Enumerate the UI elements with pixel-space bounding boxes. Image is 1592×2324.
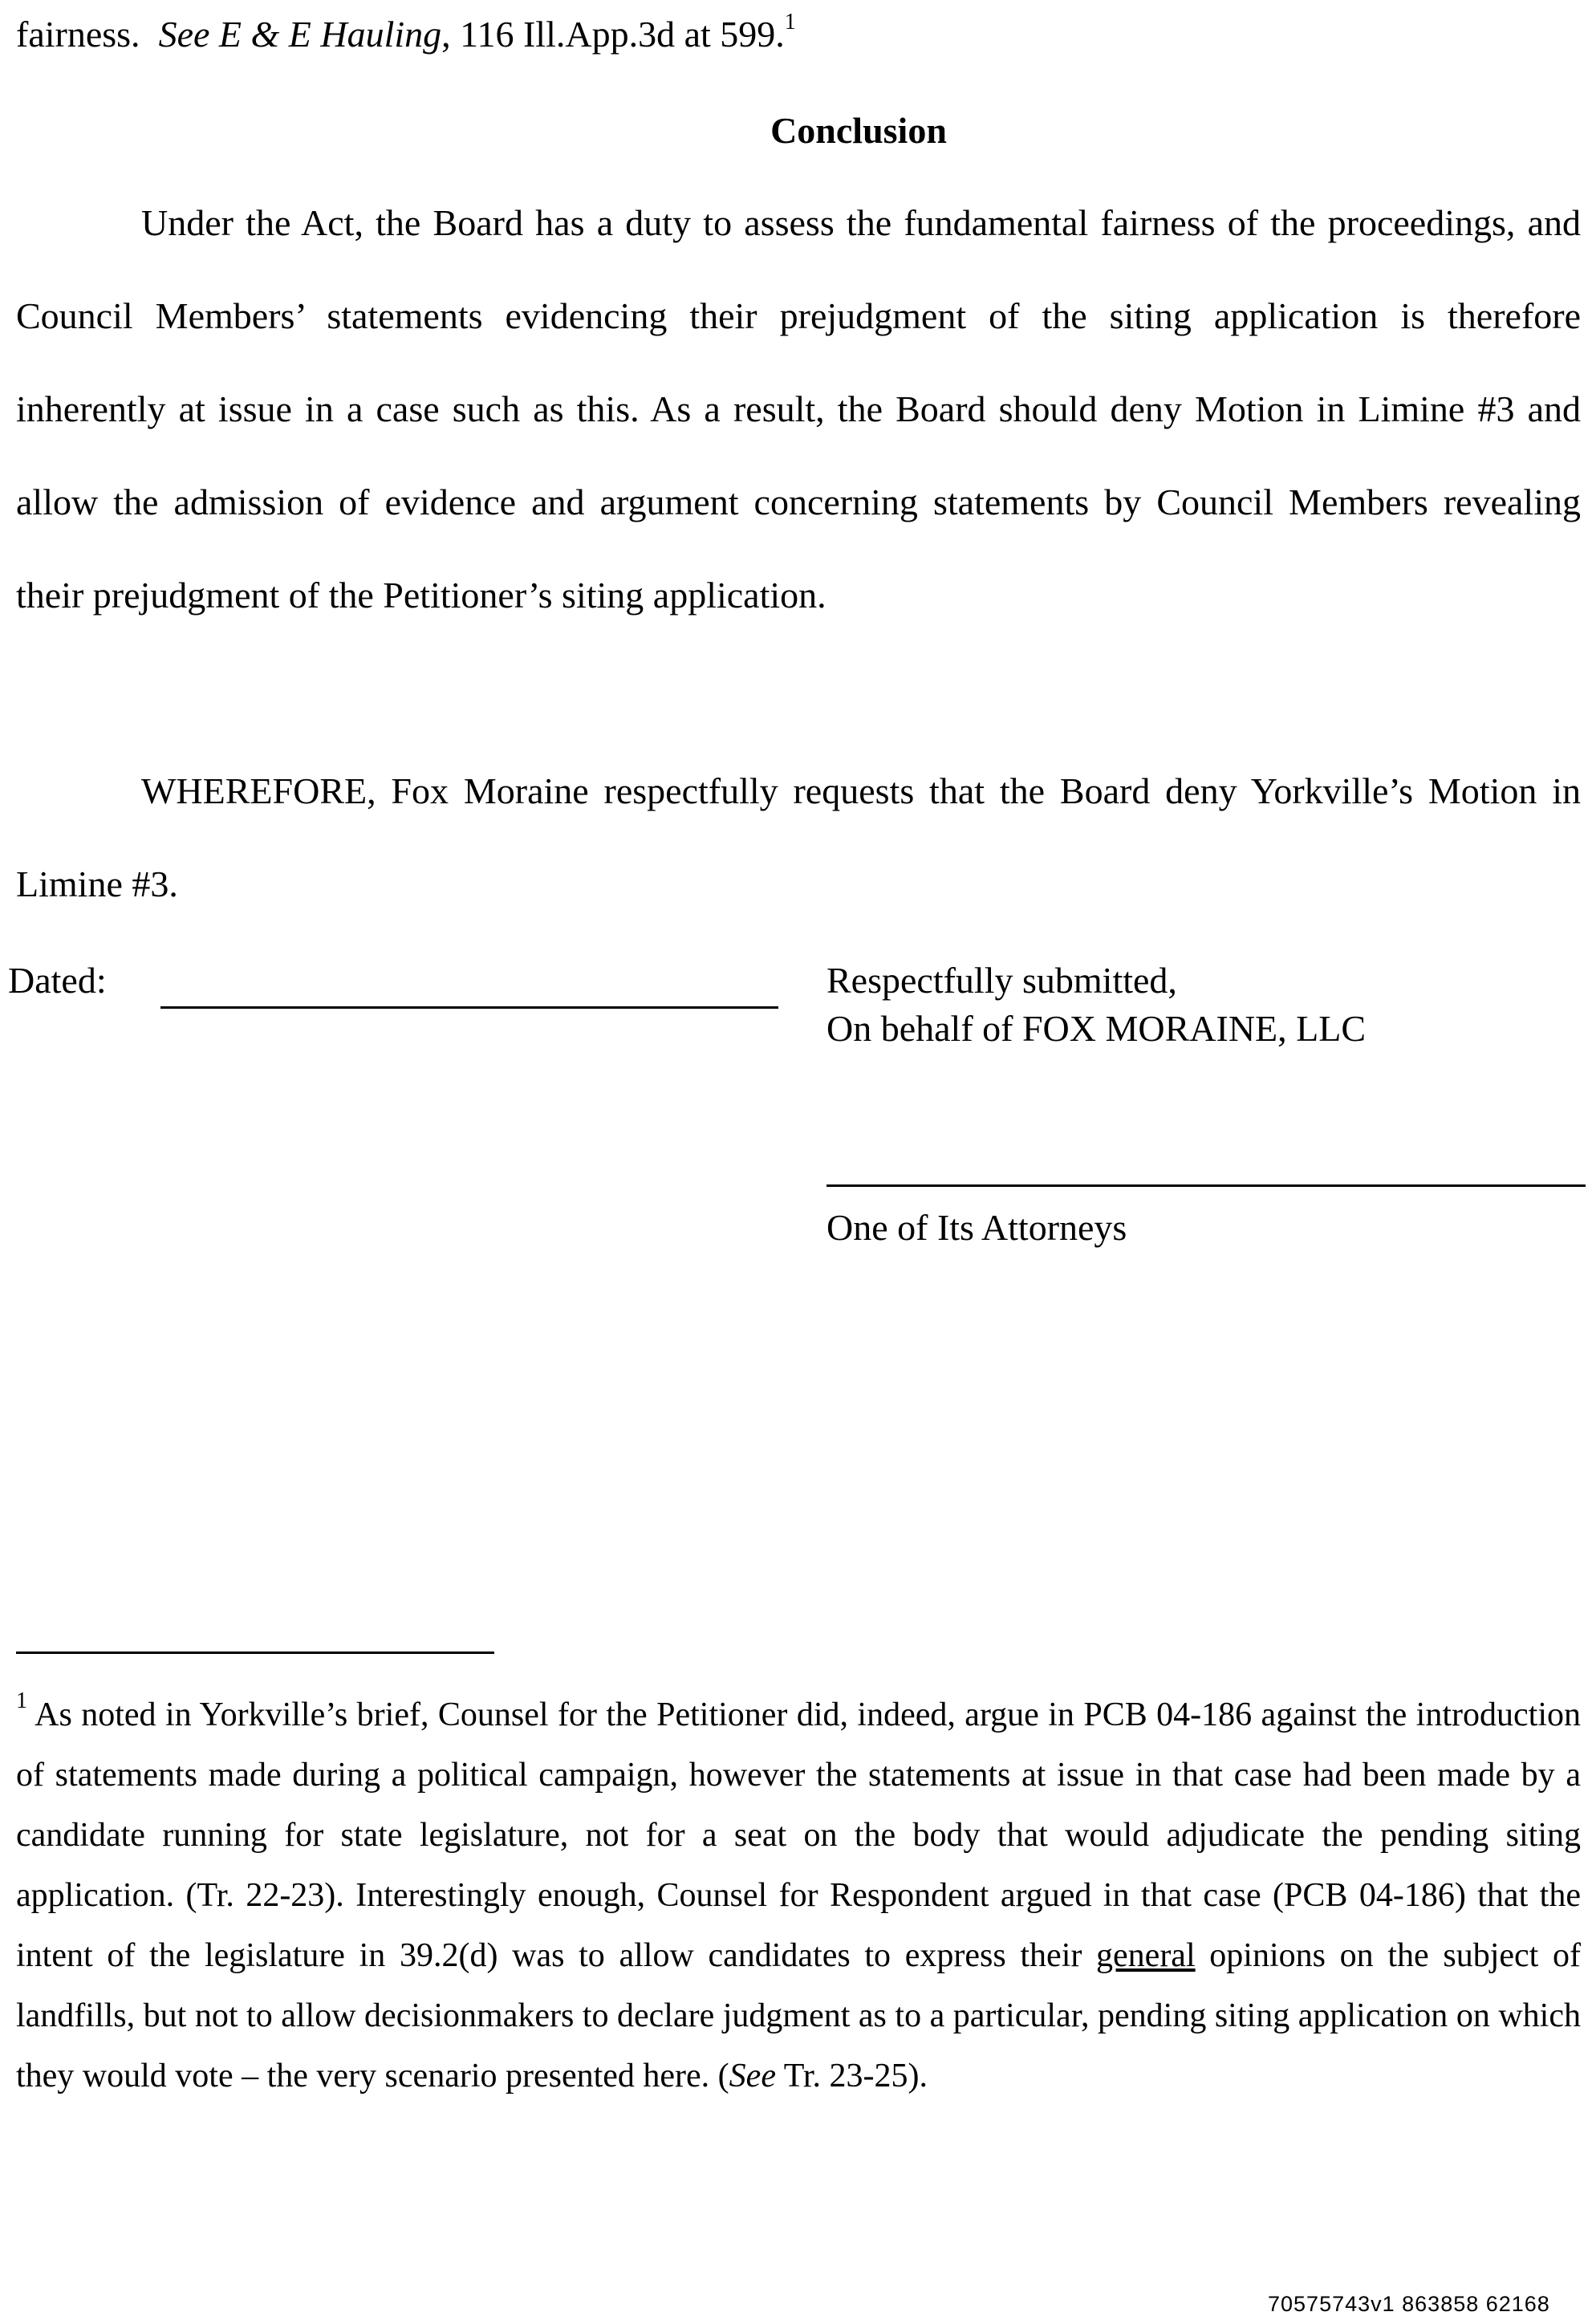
lead-citation: , 116 Ill.App.3d at 599. bbox=[441, 14, 785, 55]
lead-sentence bbox=[16, 0, 1581, 69]
dated-label: Dated: bbox=[8, 960, 107, 1001]
conclusion-heading: Conclusion bbox=[770, 110, 947, 151]
footnote-see: See bbox=[729, 2058, 776, 2094]
footnote-text-1: As noted in Yorkville’s brief, Counsel for the Petitioner did, indeed, argue in PCB 04-186 against the introduction of statements made during a political campaign, however the statements at issue in that case had been made by a candidate running for state legislature, not for a seat on the body that would adjudicate the pending siting application. (Tr. 22-23). Interestingly enough, Counsel for Respondent argued in that case (PCB 04-186) that the intent of the legislature in 39.2(d) was to allow candidates to express their bbox=[16, 1696, 1581, 1974]
lead-prefix: fairness. bbox=[16, 14, 140, 55]
attorney-role: One of Its Attorneys bbox=[826, 1207, 1127, 1248]
footnote bbox=[16, 1685, 1581, 2107]
conclusion-paragraph: Under the Act, the Board has a duty to assess the fundamental fairness of the proceedings, and Council Members’ statements evidencing their prejudgment of the siting application is therefore inherently at issue in a case such as this. As a result, the Board should deny Motion in Limine #3 and allow the admission of evidence and argument concerning statements by Council Members revealing their prejudgment of the Petitioner’s siting application. bbox=[16, 202, 1581, 616]
footnote-mark: 1 bbox=[16, 1688, 27, 1713]
dated-signature-line bbox=[160, 1006, 778, 1009]
footnote-text-2: opinions on the subject of landfills, but not to allow decisionmakers to declare judgment as to a particular, pending siting application on which they would vote – the very scenario presented here. ( bbox=[16, 1937, 1581, 2094]
document-id: 70575743v1 863858 62168 bbox=[1268, 2292, 1550, 2316]
footnote-rule bbox=[16, 1652, 494, 1654]
wherefore-paragraph: WHEREFORE, Fox Moraine respectfully requests that the Board deny Yorkville’s Motion in Limine #3. bbox=[16, 770, 1581, 904]
lead-footnote-mark[interactable]: 1 bbox=[784, 10, 796, 35]
on-behalf-of: On behalf of FOX MORAINE, LLC bbox=[826, 1008, 1367, 1049]
footnote-underlined-word: general bbox=[1096, 1937, 1196, 1974]
attorney-signature-line bbox=[826, 1184, 1586, 1187]
footnote-text-3: Tr. 23-25). bbox=[775, 2058, 928, 2094]
respectfully-submitted: Respectfully submitted, bbox=[826, 960, 1177, 1001]
lead-see: See bbox=[158, 14, 210, 55]
signature-block bbox=[826, 957, 1366, 1053]
lead-case-name: E & E Hauling bbox=[218, 14, 442, 55]
